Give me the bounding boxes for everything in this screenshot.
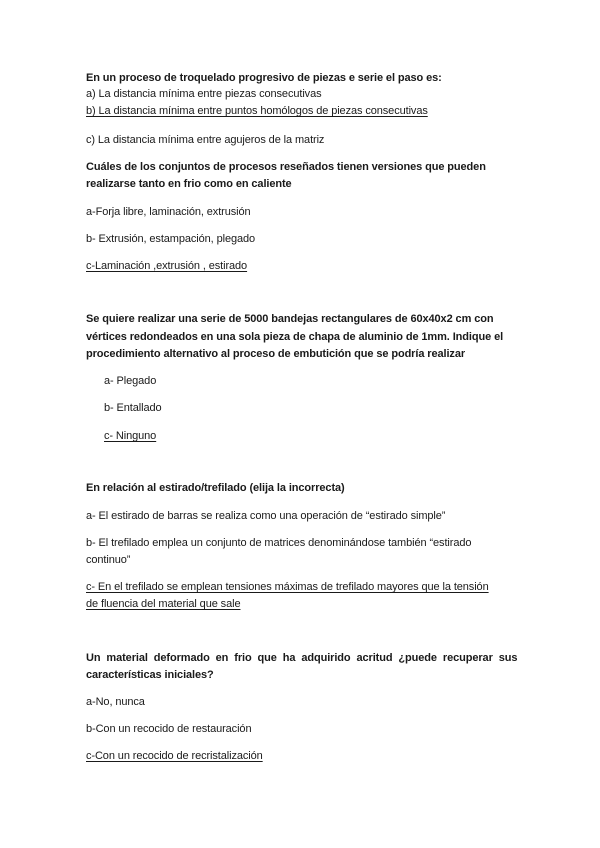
q1-option-c: c) La distancia mínima entre agujeros de la matriz: [86, 134, 325, 146]
q3-question-line3: procedimiento alternativo al proceso de embutición que se podría realizar: [86, 348, 466, 360]
q1-option-a: a) La distancia mínima entre piezas consecutivas: [86, 88, 322, 100]
q2-option-a: a-Forja libre, laminación, extrusión: [86, 206, 251, 218]
q1-option-b-answer: b) La distancia mínima entre puntos homólogos de piezas consecutivas: [86, 105, 428, 117]
q2-question-line1: Cuáles de los conjuntos de procesos reseñados tienen versiones que pueden: [86, 161, 486, 173]
q3-option-a: a- Plegado: [104, 375, 157, 387]
q5-option-b: b-Con un recocido de restauración: [86, 723, 252, 735]
q4-option-a: a- El estirado de barras se realiza como una operación de “estirado simple”: [86, 510, 446, 522]
q4-option-c-answer-line1: c- En el trefilado se emplean tensiones máximas de trefilado mayores que la tensión: [86, 581, 489, 593]
q4-option-c-answer-line2: de fluencia del material que sale: [86, 598, 241, 610]
q4-option-b-line1: b- El trefilado emplea un conjunto de matrices denominándose también “estirado: [86, 537, 472, 549]
q2-option-b: b- Extrusión, estampación, plegado: [86, 233, 256, 245]
q3-option-b: b- Entallado: [104, 402, 162, 414]
q2-question-line2: realizarse tanto en frio como en caliente: [86, 178, 292, 190]
q4-option-b-line2: continuo”: [86, 554, 131, 566]
q3-option-c-answer: c- Ninguno: [104, 430, 157, 442]
q3-question-line2: vértices redondeados en una sola pieza de chapa de aluminio de 1mm. Indique el: [86, 331, 504, 343]
q5-option-a: a-No, nunca: [86, 696, 145, 708]
q2-option-c-answer: c-Laminación ,extrusión , estirado: [86, 260, 248, 272]
q5-question-line1: Un material deformado en frio que ha adquirido acritud ¿puede recuperar sus: [86, 652, 518, 664]
q5-question-line2: características iniciales?: [86, 669, 214, 681]
q5-option-c-answer: c-Con un recocido de recristalización: [86, 750, 263, 762]
q4-question: En relación al estirado/trefilado (elija la incorrecta): [86, 482, 345, 494]
q1-question: En un proceso de troquelado progresivo de piezas e serie el paso es:: [86, 72, 442, 84]
q3-question-line1: Se quiere realizar una serie de 5000 bandejas rectangulares de 60x40x2 cm con: [86, 313, 494, 325]
